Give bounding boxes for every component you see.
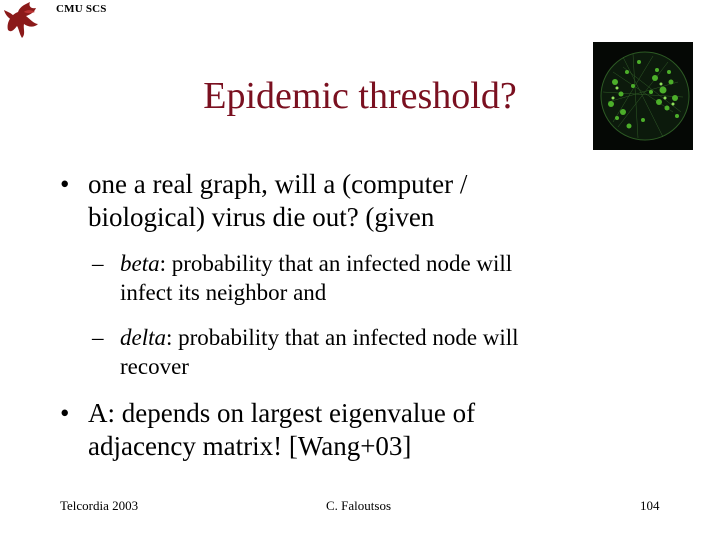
sub-bullet-item (92, 323, 519, 381)
brand-label: CMU SCS (56, 3, 107, 15)
cmu-dragon-logo-icon (2, 0, 42, 40)
bullet-item (60, 397, 476, 463)
footer-left: Telcordia 2003 (60, 498, 139, 513)
slide-title: Epidemic threshold? (203, 75, 517, 117)
term-beta: beta (120, 251, 160, 276)
sub-bullet-marker: – (92, 251, 104, 276)
bullet-text-line: adjacency matrix! [Wang+03] (88, 431, 412, 461)
bullet-text-line: one a real graph, will a (computer / (88, 169, 468, 199)
footer-page-number: 104 (640, 498, 660, 513)
bullet-text-line: biological) virus die out? (given (88, 202, 435, 232)
bullet-text-line: A: depends on largest eigenvalue of (88, 398, 476, 428)
sub-bullet-item (92, 249, 513, 307)
sub-bullet-text: : probability that an infected node will (159, 251, 513, 276)
sub-bullet-text-line: recover (120, 354, 189, 379)
sub-bullet-marker: – (92, 325, 104, 350)
bullet-item (60, 168, 468, 234)
sub-bullet-text-line: infect its neighbor and (120, 280, 327, 305)
bullet-marker: • (60, 398, 70, 428)
sub-bullet-text: : probability that an infected node will (166, 325, 519, 350)
term-delta: delta (120, 325, 166, 350)
footer-center: C. Faloutsos (326, 498, 392, 513)
bullet-marker: • (60, 169, 70, 199)
